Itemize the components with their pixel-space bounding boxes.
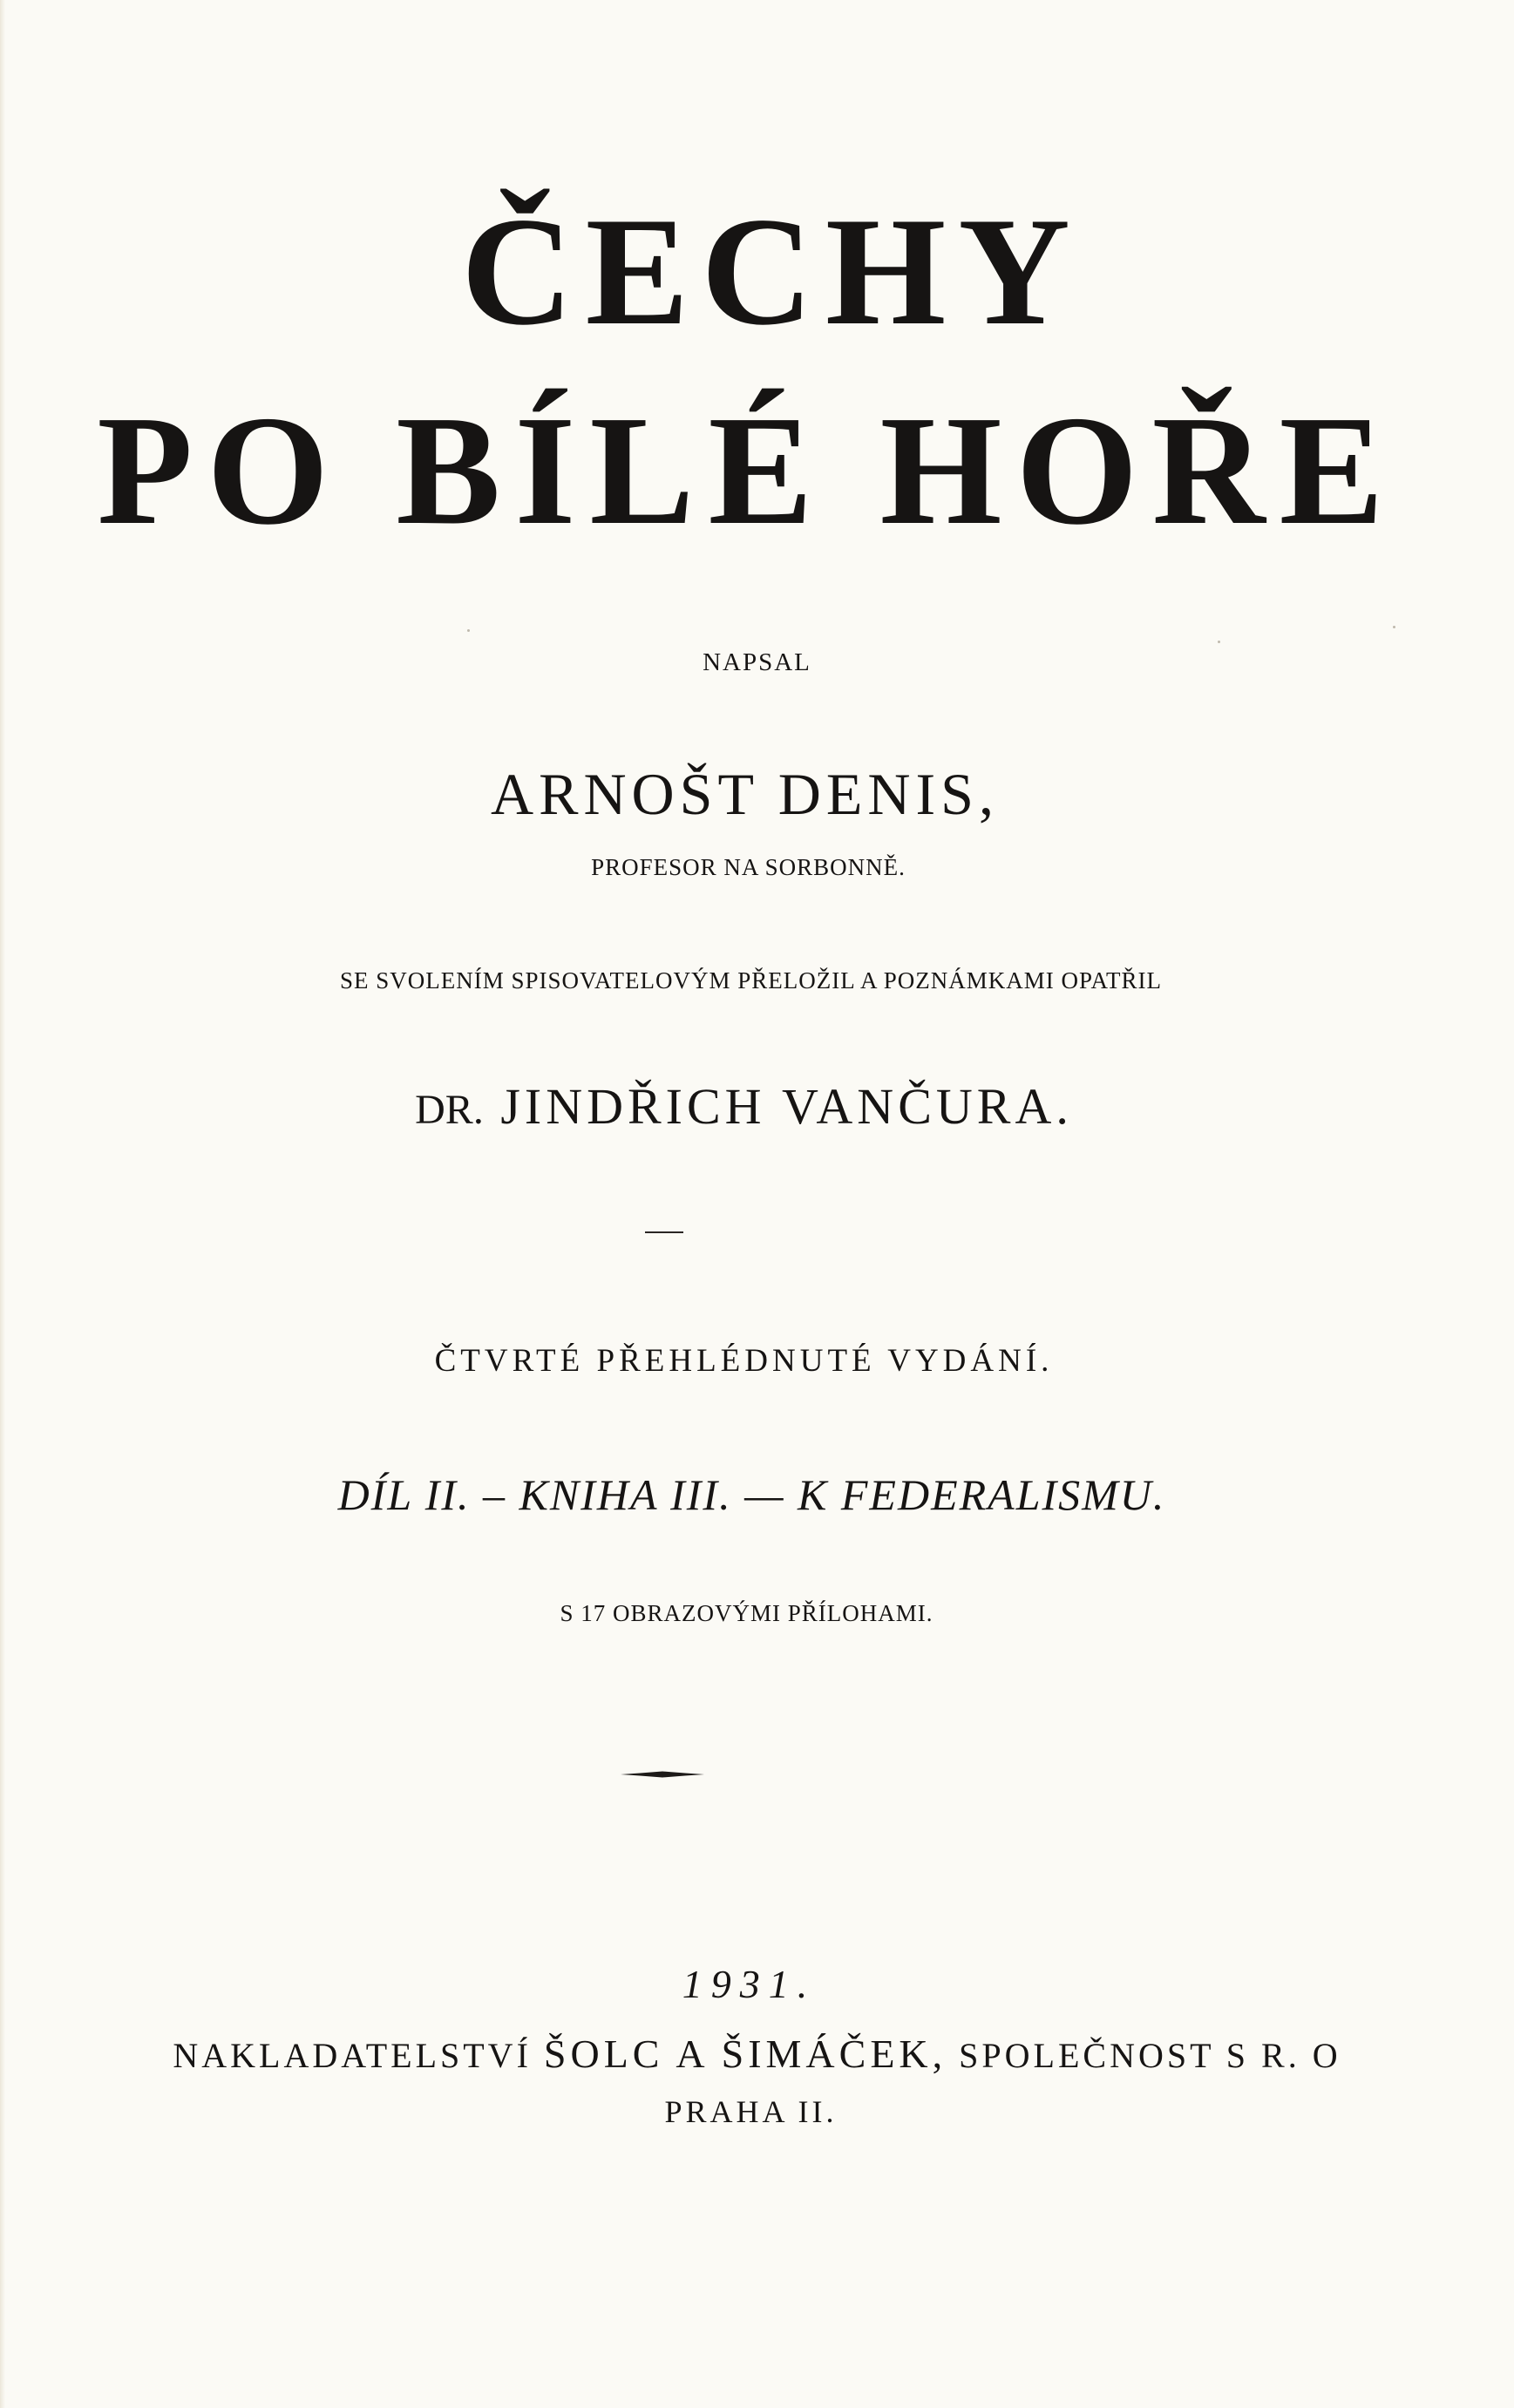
ornament-rule (621, 1770, 704, 1779)
divider-dash (645, 1231, 683, 1233)
publisher-prefix: NAKLADATELSTVÍ (173, 2036, 532, 2075)
volume-line: DÍL II. – KNIHA III. — K FEDERALISMU. (337, 1470, 1166, 1519)
paper-speck (1218, 641, 1220, 643)
publisher-suffix: SPOLEČNOST S R. O (959, 2036, 1341, 2075)
translator-note: SE SVOLENÍM SPISOVATELOVÝM PŘELOŽIL A POZNÁMKAMI OPATŘIL (339, 967, 1163, 994)
translator-name: JINDŘICH VANČURA. (500, 1078, 1073, 1135)
author-intro: NAPSAL (703, 648, 811, 676)
translator-prefix: DR. (415, 1087, 484, 1133)
translator-line (0, 1077, 1514, 1136)
paper-speck (467, 629, 470, 632)
author-role: PROFESOR NA SORBONNĚ. (591, 854, 906, 880)
publisher-line (0, 2031, 1514, 2077)
publisher-name: ŠOLC A ŠIMÁČEK, (543, 2032, 947, 2076)
title-line-1: ČECHY (461, 185, 1083, 357)
publication-year: 1931. (682, 1962, 817, 2006)
edition-statement: ČTVRTÉ PŘEHLÉDNUTÉ VYDÁNÍ. (434, 1343, 1054, 1379)
publication-city: PRAHA II. (664, 2094, 838, 2129)
author-name: ARNOŠT DENIS, (490, 761, 1000, 827)
plates-note: S 17 OBRAZOVÝMI PŘÍLOHAMI. (560, 1600, 934, 1626)
paper-speck (1393, 626, 1395, 628)
title-line-2: PO BÍLÉ HOŘE (97, 383, 1398, 557)
